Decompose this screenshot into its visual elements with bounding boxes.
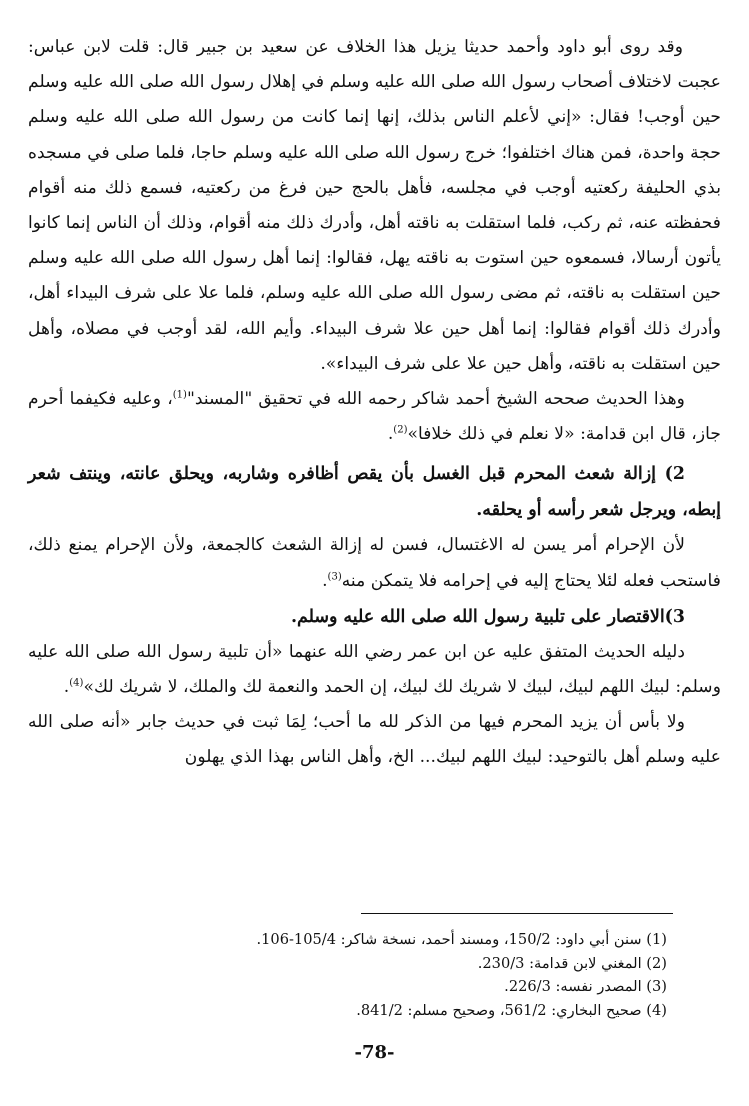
heading-item-3: 3)الاقتصار على تلبية رسول الله صلى الله عليه وسلم. (291, 606, 685, 627)
footnote-ref-4: (4) (69, 677, 84, 689)
paragraph-item-2-reason (28, 528, 721, 598)
paragraph-hadith-said-ibn-jubayr: وقد روى أبو داود وأحمد حديثا يزيل هذا الخلاف عن سعيد بن جبير قال: قلت لابن عباس: عجبت لاختلاف أصحاب رسول الله صلى الله عليه وسلم في إهلال رسول الله صلى الله عليه وسلم حين أوجب! فقال: «إني لأعلم الناس بذلك، إنها إنما كانت من رسول الله صلى الله عليه وسلم حجة واحدة، فمن هناك اختلفوا؛ خرج رسول الله صلى الله عليه وسلم حاجا، فلما صلى في مسجده بذي الحليفة ركعتيه أوجب في مجلسه، فأهل بالحج حين فرغ من ركعتيه، فسمع ذلك منه أقوام فحفظته عنه، ثم ركب، فلما استقلت به ناقته أهل، وأدرك ذلك منه أقوام، وذلك أن الناس إنما كانوا يأتون أرسالا، فسمعوه حين استوت به ناقته يهل، فقالوا: إنما أهل رسول الله صلى الله عليه وسلم حين استقلت به ناقته، ثم مضى رسول الله صلى الله عليه وسلم، فلما علا على شرف البيداء أهل، وأدرك ذلك أقوام فقالوا: إنما أهل حين علا شرف البيداء. وأيم الله، لقد أوجب في مصلاه، وأهل حين استقلت به ناقته، وأهل حين علا على شرف البيداء». (28, 37, 721, 374)
heading-item-2: 2) إزالة شعث المحرم قبل الغسل بأن يقص أظافره وشاربه، ويحلق عانته، وينتف شعر إبطه، ويرجل شعر رأسه أو يحلقه. (28, 464, 721, 521)
footnotes (67, 928, 667, 1022)
footnote-ref-2: (2) (393, 424, 408, 436)
paragraph-jabir-hadith: ولا بأس أن يزيد المحرم فيها من الذكر لله ما أحب؛ لِمَا ثبت في حديث جابر «أنه صلى الله عليه وسلم أهل بالتوحيد: لبيك اللهم لبيك... الخ، وأهل الناس بهذا الذي يهلون (28, 712, 721, 768)
footnote-4: (4) صحيح البخاري: 561/2، وصحيح مسلم: 841/2. (356, 1001, 667, 1019)
paragraph-item-3-text: دليله الحديث المتفق عليه عن ابن عمر رضي الله عنهما «أن تلبية رسول الله صلى الله عليه وسلم: لبيك اللهم لبيك، لبيك لا شريك لك لبيك، إن الحمد والنعمة لك والملك، لا شريك لك» (28, 641, 721, 698)
page-number: -78- (354, 1042, 395, 1063)
footnote-2: (2) المغني لابن قدامة: 230/3. (477, 954, 667, 972)
page-body (28, 30, 721, 1080)
footnote-ref-3: (3) (327, 570, 342, 582)
paragraph-item-2-text: لأن الإحرام أمر يسن له الاغتسال، فسن له إزالة الشعث كالجمعة، ولأن الإحرام يمنع ذلك، فاستحب فعله لئلا يحتاج إليه في إحرامه فلا يتمكن منه (28, 535, 721, 591)
footnote-3: (3) المصدر نفسه: 226/3. (504, 978, 667, 996)
paragraph-authentication (28, 382, 721, 452)
paragraph-item-3-evidence (28, 635, 721, 705)
paragraph-authentication-text-b: ، وعليه فكيفما أحرم جاز، قال ابن قدامة: «لا نعلم في ذلك خلافا» (28, 389, 721, 445)
paragraph-authentication-text: وهذا الحديث صححه الشيخ أحمد شاكر رحمه الله في تحقيق "المسند" (186, 389, 685, 410)
paragraph-item-2-end: . (322, 570, 328, 591)
footnote-1: (1) سنن أبي داود: 150/2، ومسند أحمد، نسخة شاكر: 105/4-106. (256, 931, 667, 948)
footnote-divider (361, 913, 673, 914)
paragraph-item-3-end: . (63, 677, 70, 698)
paragraph-authentication-end: . (387, 424, 394, 445)
footnote-ref-1: (1) (172, 389, 187, 401)
